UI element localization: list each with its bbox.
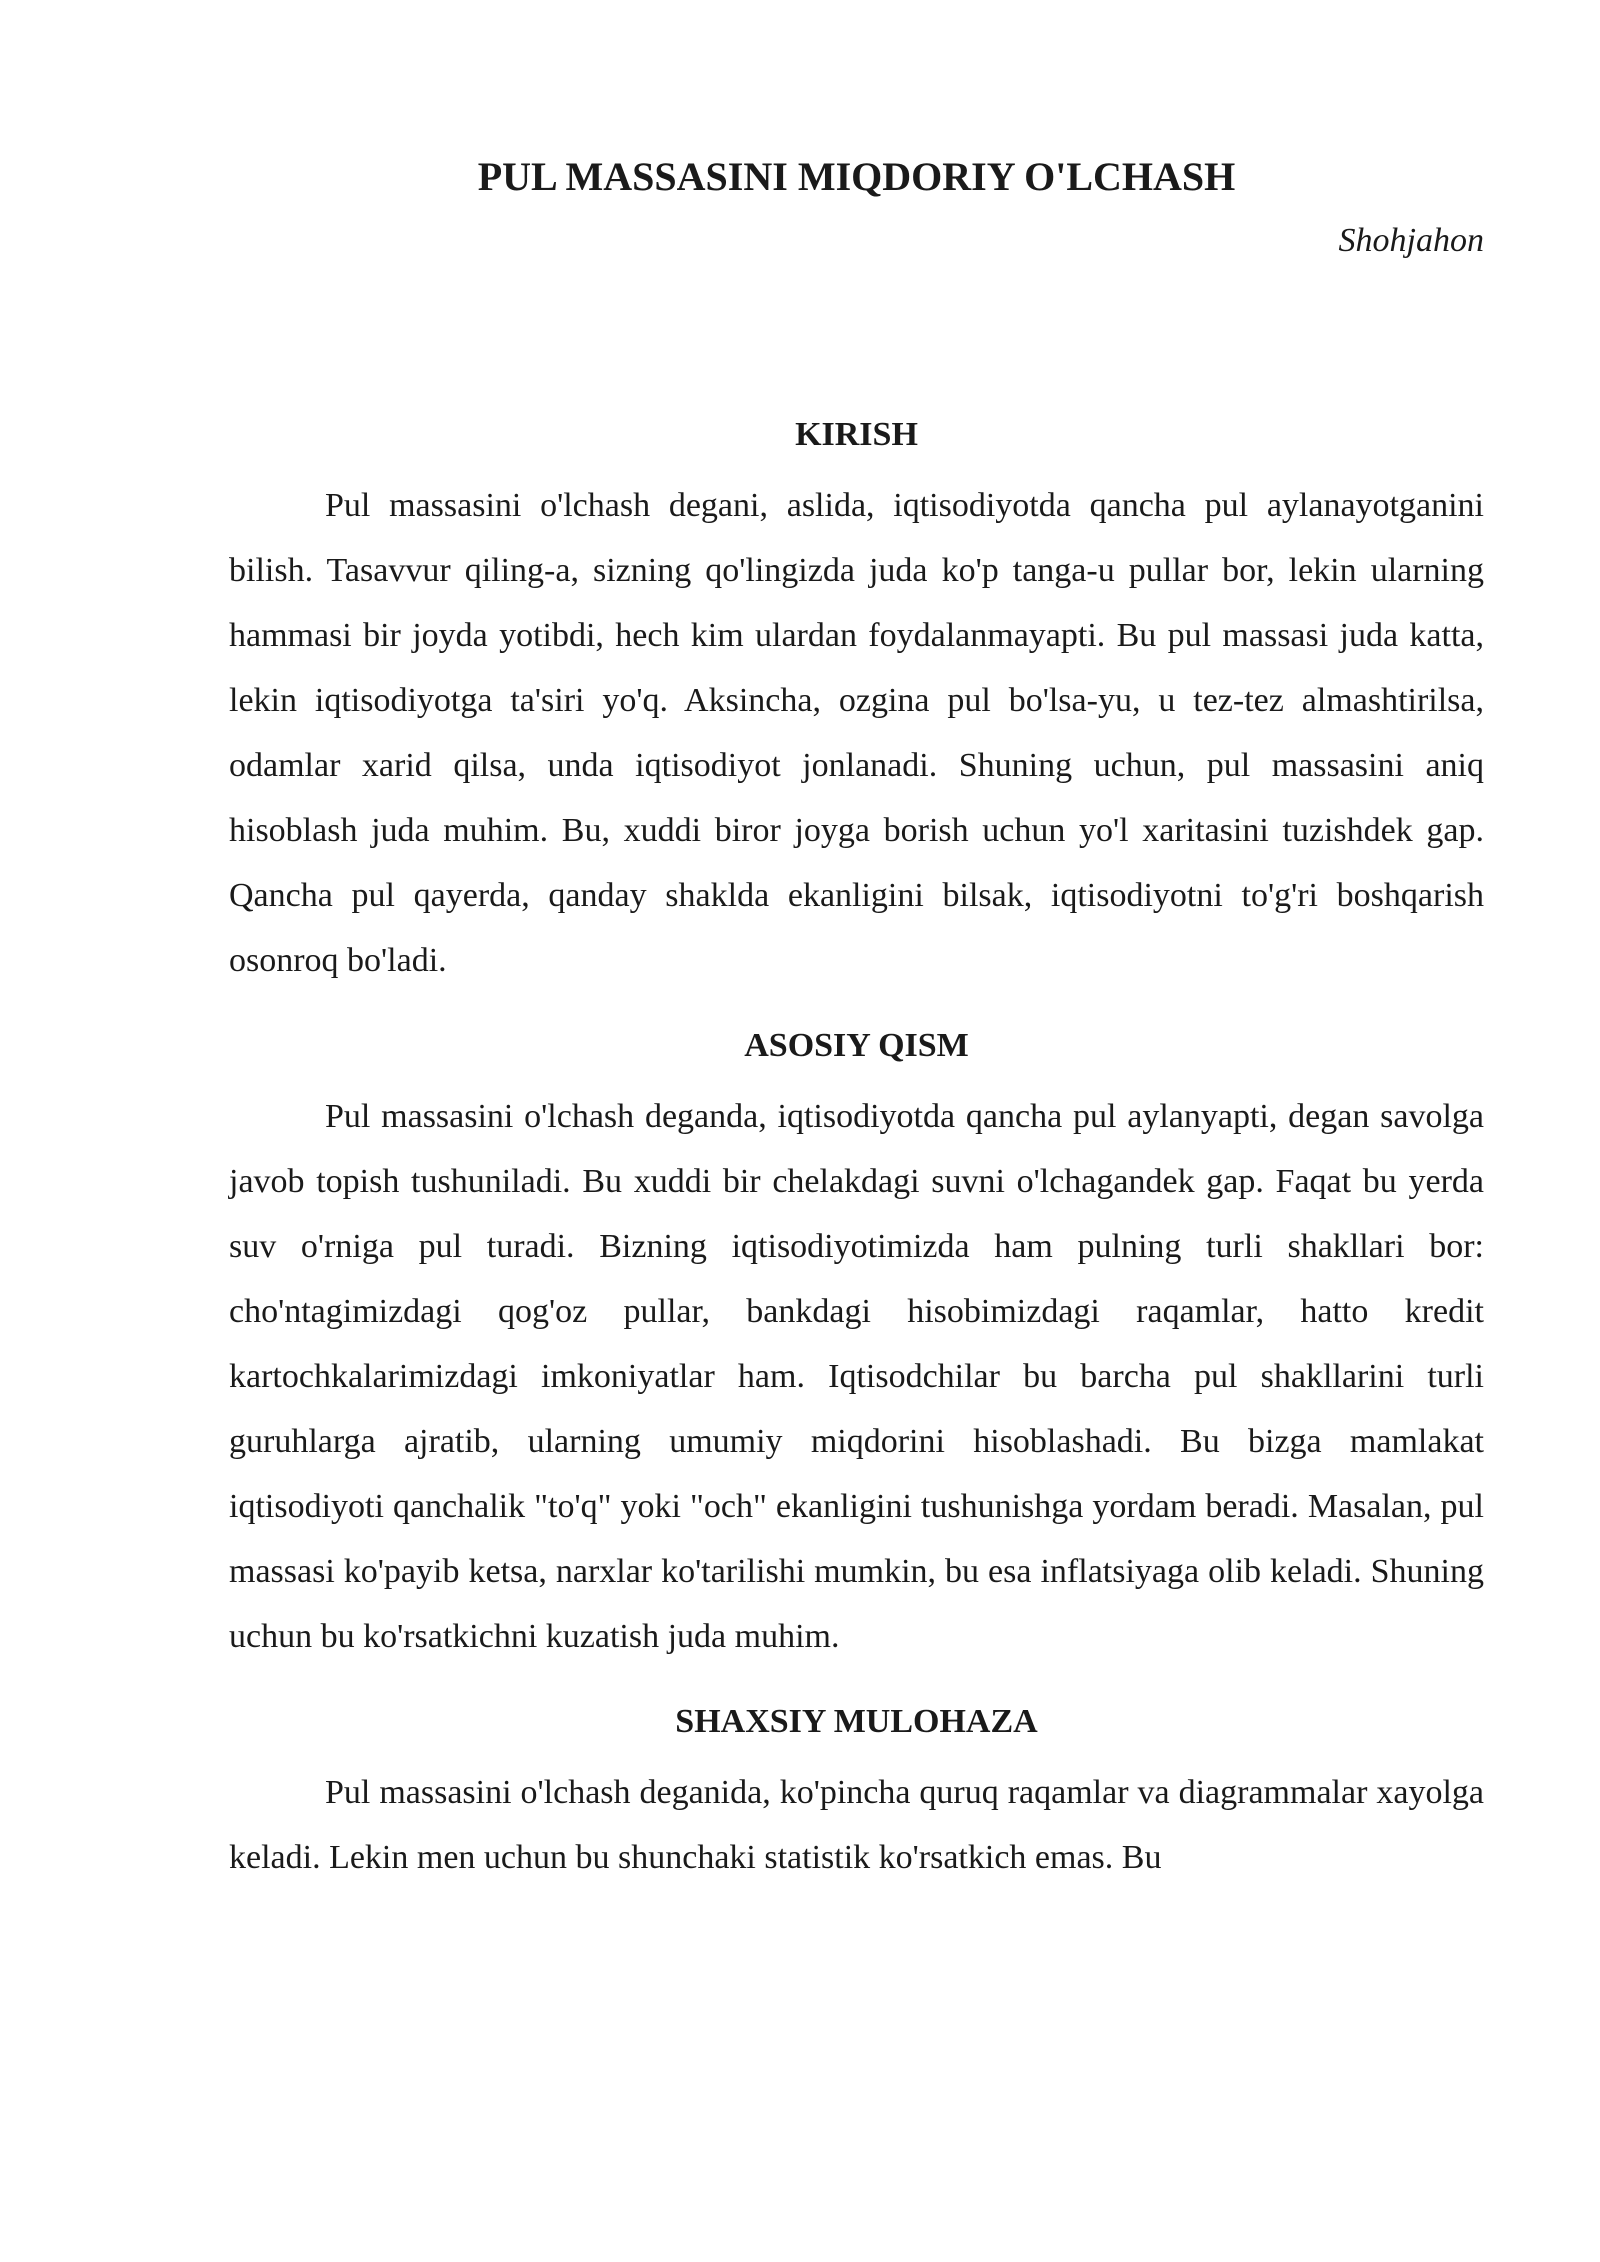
section-body-asosiy-qism: Pul massasini o'lchash deganda, iqtisodiyotda qancha pul aylanyapti, degan savolga javob topish tushuniladi. Bu xuddi bir chelakdagi suvni o'lchagandek gap. Faqat bu yerda suv o'rniga pul turadi. Bizning iqtisodiyotimizda ham pulning turli shakllari bor: cho'ntagimizdagi qog'oz pullar, bankdagi hisobimizdagi raqamlar, hatto kredit kartochkalarimizdagi imkoniyatlar ham. Iqtisodchilar bu barcha pul shakllarini turli guruhlarga ajratib, ularning umumiy miqdorini hisoblashadi. Bu bizga mamlakat iqtisodiyoti qanchalik "to'q" yoki "och" ekanligini tushunishga yordam beradi. Masalan, pul massasi ko'payib ketsa, narxlar ko'tarilishi mumkin, bu esa inflatsiyaga olib keladi. Shuning uchun bu ko'rsatkichni kuzatish juda muhim.	[229, 1098, 1484, 1655]
section-heading-shaxsiy-mulohaza: SHAXSIY MULOHAZA	[675, 1703, 1038, 1740]
document-title: PUL MASSASINI MIQDORIY O'LCHASH	[477, 154, 1236, 199]
section-body-shaxsiy-mulohaza: Pul massasini o'lchash deganida, ko'pincha quruq raqamlar va diagrammalar xayolga keladi. Lekin men uchun bu shunchaki statistik ko'rsatkich emas. Bu	[229, 1774, 1484, 1876]
author-name: Shohjahon	[1338, 222, 1484, 259]
section-body-kirish: Pul massasini o'lchash degani, aslida, iqtisodiyotda qancha pul aylanayotganini bilish. Tasavvur qiling-a, sizning qo'lingizda juda ko'p tanga-u pullar bor, lekin ularning hammasi bir joyda yotibdi, hech kim ulardan foydalanmayapti. Bu pul massasi juda katta, lekin iqtisodiyotga ta'siri yo'q. Aksincha, ozgina pul bo'lsa-yu, u tez-tez almashtirilsa, odamlar xarid qilsa, unda iqtisodiyot jonlanadi. Shuning uchun, pul massasini aniq hisoblash juda muhim. Bu, xuddi biror joyga borish uchun yo'l xaritasini tuzishdek gap. Qancha pul qayerda, qanday shaklda ekanligini bilsak, iqtisodiyotni to'g'ri boshqarish osonroq bo'ladi.	[229, 487, 1484, 979]
section-heading-kirish: KIRISH	[795, 416, 918, 453]
section-heading-asosiy-qism: ASOSIY QISM	[744, 1027, 969, 1064]
document-page	[229, 150, 1484, 1890]
